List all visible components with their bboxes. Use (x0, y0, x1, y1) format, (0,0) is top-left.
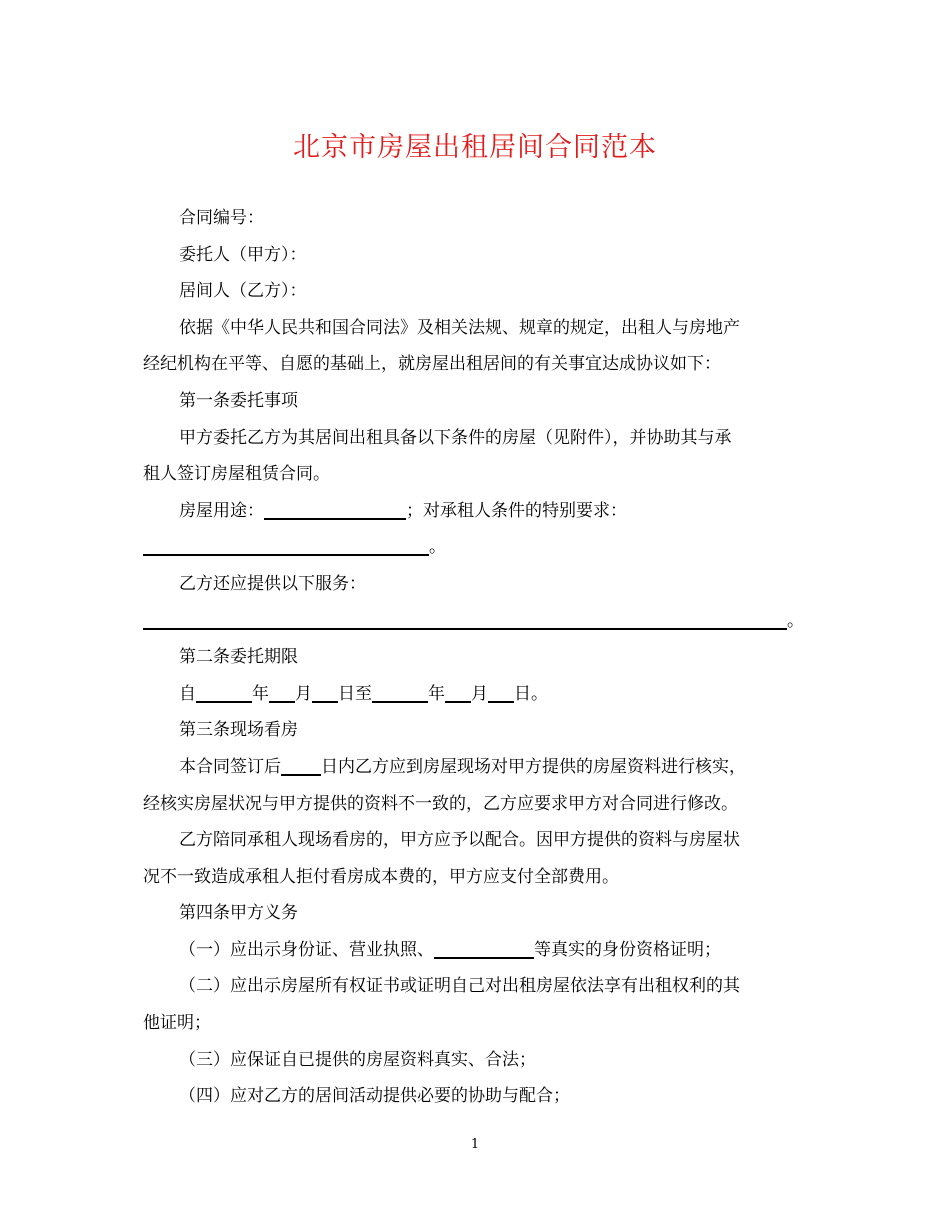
article-1-heading: 第一条委托事项 (179, 390, 298, 411)
article-4-item-1 (143, 932, 798, 969)
contract-number-line: 合同编号： (179, 208, 264, 228)
article-4-item-1-rest: 等真实的身份资格证明； (534, 939, 721, 960)
month-label-2: 月 (471, 683, 488, 704)
start-year-blank[interactable] (196, 681, 252, 703)
month-label: 月 (295, 683, 312, 704)
page-number: 1 (470, 1137, 480, 1152)
end-month-blank[interactable] (445, 681, 471, 703)
verification-days-blank[interactable] (281, 754, 321, 776)
end-year-blank[interactable] (372, 681, 428, 703)
document-title: 北京市房屋出租居间合同范本 (293, 132, 657, 163)
end-day-blank[interactable] (488, 681, 514, 703)
article-3-p1-line-1 (143, 749, 798, 786)
year-label: 年 (252, 683, 269, 704)
article-2-heading: 第二条委托期限 (179, 647, 298, 668)
tenant-requirements-line (143, 529, 798, 566)
tenant-requirements-label: ；对承租人条件的特别要求： (406, 500, 627, 521)
article-3-p2-line-2: 况不一致造成承租人拒付看房成本费的，甲方应支付全部费用。 (143, 866, 619, 887)
article-3-heading: 第三条现场看房 (179, 720, 298, 741)
party-a-line: 委托人（甲方）： (179, 244, 307, 265)
house-usage-blank[interactable] (264, 498, 406, 520)
day-end-label: 日。 (514, 683, 548, 704)
day-to-label: 日至 (338, 683, 372, 704)
article-1-text-line-2: 租人签订房屋租赁合同。 (143, 464, 330, 485)
article-4-item-2-line-1: （二）应出示房屋所有权证书或证明自己对出租房屋依法享有出租权利的其 (179, 976, 740, 997)
entrust-period-line (143, 676, 798, 713)
services-blank[interactable] (143, 608, 787, 630)
intro-line-2: 经纪机构在平等、自愿的基础上，就房屋出租居间的有关事宜达成协议如下： (143, 354, 721, 375)
identity-document-blank[interactable] (434, 937, 534, 959)
article-4-item-4: （四）应对乙方的居间活动提供必要的协助与配合； (179, 1086, 570, 1107)
article-4-item-3: （三）应保证自已提供的房屋资料真实、合法； (179, 1049, 536, 1070)
tenant-requirements-blank[interactable] (143, 534, 429, 556)
services-label-line: 乙方还应提供以下服务： (179, 573, 366, 594)
tenant-requirements-period: 。 (429, 537, 446, 558)
intro-line-1: 依据《中华人民共和国合同法》及相关法规、规章的规定，出租人与房地产 (179, 317, 740, 338)
party-b-line: 居间人（乙方）： (179, 281, 307, 302)
start-day-blank[interactable] (312, 681, 338, 703)
article-3-p2-line-1: 乙方陪同承租人现场看房的，甲方应予以配合。因甲方提供的资料与房屋状 (179, 830, 740, 851)
year-label-2: 年 (428, 683, 445, 704)
article-1-text-line-1: 甲方委托乙方为其居间出租具备以下条件的房屋（见附件），并协助其与承 (179, 427, 732, 448)
article-4-item-2-line-2: 他证明； (143, 1013, 211, 1034)
start-month-blank[interactable] (269, 681, 295, 703)
services-line (143, 603, 804, 640)
house-usage-label: 房屋用途： (179, 500, 264, 521)
article-4-item-1-start: （一）应出示身份证、营业执照、 (179, 939, 434, 960)
from-label: 自 (179, 683, 196, 704)
article-3-p1-line-2: 经核实房屋状况与甲方提供的资料不一致的，乙方应要求甲方对合同进行修改。 (143, 793, 738, 814)
article-4-heading: 第四条甲方义务 (179, 903, 298, 924)
article-3-p1-start: 本合同签订后 (179, 756, 281, 777)
article-3-p1-rest: 日内乙方应到房屋现场对甲方提供的房屋资料进行核实， (321, 756, 746, 777)
house-usage-line (143, 493, 798, 530)
services-period: 。 (787, 610, 804, 631)
document-body (143, 200, 804, 1115)
